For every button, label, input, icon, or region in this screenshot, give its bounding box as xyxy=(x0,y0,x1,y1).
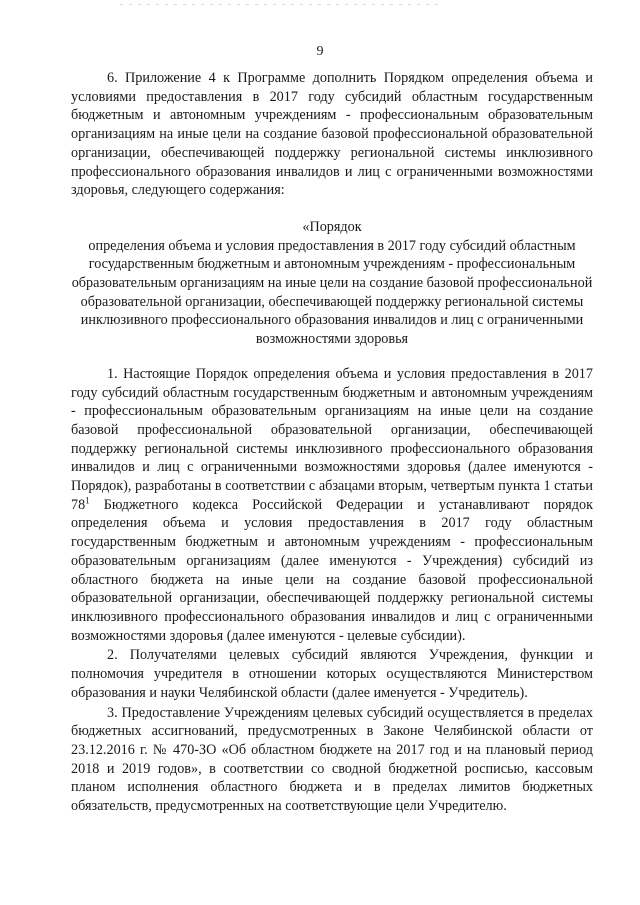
page-number: 9 xyxy=(316,44,324,59)
clause-3: 3. Предоставление Учреждениям целевых субсидий осуществляется в пределах бюджетных ассигнований, предусмотренных в Законе Челябинской области от 23.12.2016 г. № 470-ЗО «Об областном бюджете на 2017 год и на плановый период 2018 и 2019 годов», в соответствии со сводной бюджетной росписью, кассовым планом исполнения областного бюджета и в пределах лимитов бюджетных обязательств, предусмотренных на соответствующие цели Учредителю. xyxy=(71,704,593,815)
clause-2: 2. Получателями целевых субсидий являются Учреждения, функции и полномочия учредителя в отношении которых осуществляются Министерством образования и науки Челябинской области (далее именуется - Учредитель). xyxy=(71,647,593,701)
procedure-heading-title: «Порядок xyxy=(302,218,362,235)
procedure-heading-subtitle: определения объема и условия предоставления в 2017 году субсидий областным государственным бюджетным и автономным учреждениям - профессиональным образовательным организациям на иные цели на создание базовой профессиональной образовательной организации, обеспечивающей поддержку региональной системы инклюзивного профессионального образования инвалидов и лиц с ограниченными возможностями здоровья xyxy=(71,237,593,348)
intro-paragraph: 6. Приложение 4 к Программе дополнить Порядком определения объема и условиями предоставления в 2017 году субсидий областным государственным бюджетным и автономным учреждениям - профессиональным образовательным организациям на иные цели на создание базовой профессиональной образовательной организации, обеспечивающей поддержку региональной системы инклюзивного профессионального образования инвалидов и лиц с ограниченными возможностями здоровья, следующего содержания: xyxy=(71,70,593,199)
procedure-clauses xyxy=(71,365,593,816)
clause-1-text-end: Бюджетного кодекса Российской Федерации и устанавливают порядок определения объема и условия предоставления в 2017 году областным государственным бюджетным и автономным учреждениям - профессиональным образовательным организациям (далее именуются - Учреждения) субсидий из областного бюджета на иные цели на создание базовой профессиональной образовательной организации, обеспечивающей поддержку региональной системы инклюзивного профессионального образования инвалидов и лиц с ограниченными возможностями здоровья (далее именуются - целевые субсидии). xyxy=(71,496,593,644)
document-body xyxy=(71,69,593,816)
clause-1-text-start: 1. Настоящие Порядок определения объема и условия предоставления в 2017 году субсидий областным государственным бюджетным и автономным учреждениям - профессиональным образовательным организациям на иные цели на создание базовой профессиональной образовательной организации, обеспечивающей поддержку региональной системы инклюзивного профессионального образования инвалидов и лиц с ограниченными возможностями здоровья (далее именуются - Порядок), разработаны в соответствии с абзацами вторым, четвертым пункта 1 статьи 78 xyxy=(71,365,593,513)
clause-1 xyxy=(71,365,593,646)
scan-artifact-line xyxy=(120,4,440,5)
clause-1-superscript: 1 xyxy=(85,495,90,506)
procedure-heading xyxy=(71,218,593,349)
